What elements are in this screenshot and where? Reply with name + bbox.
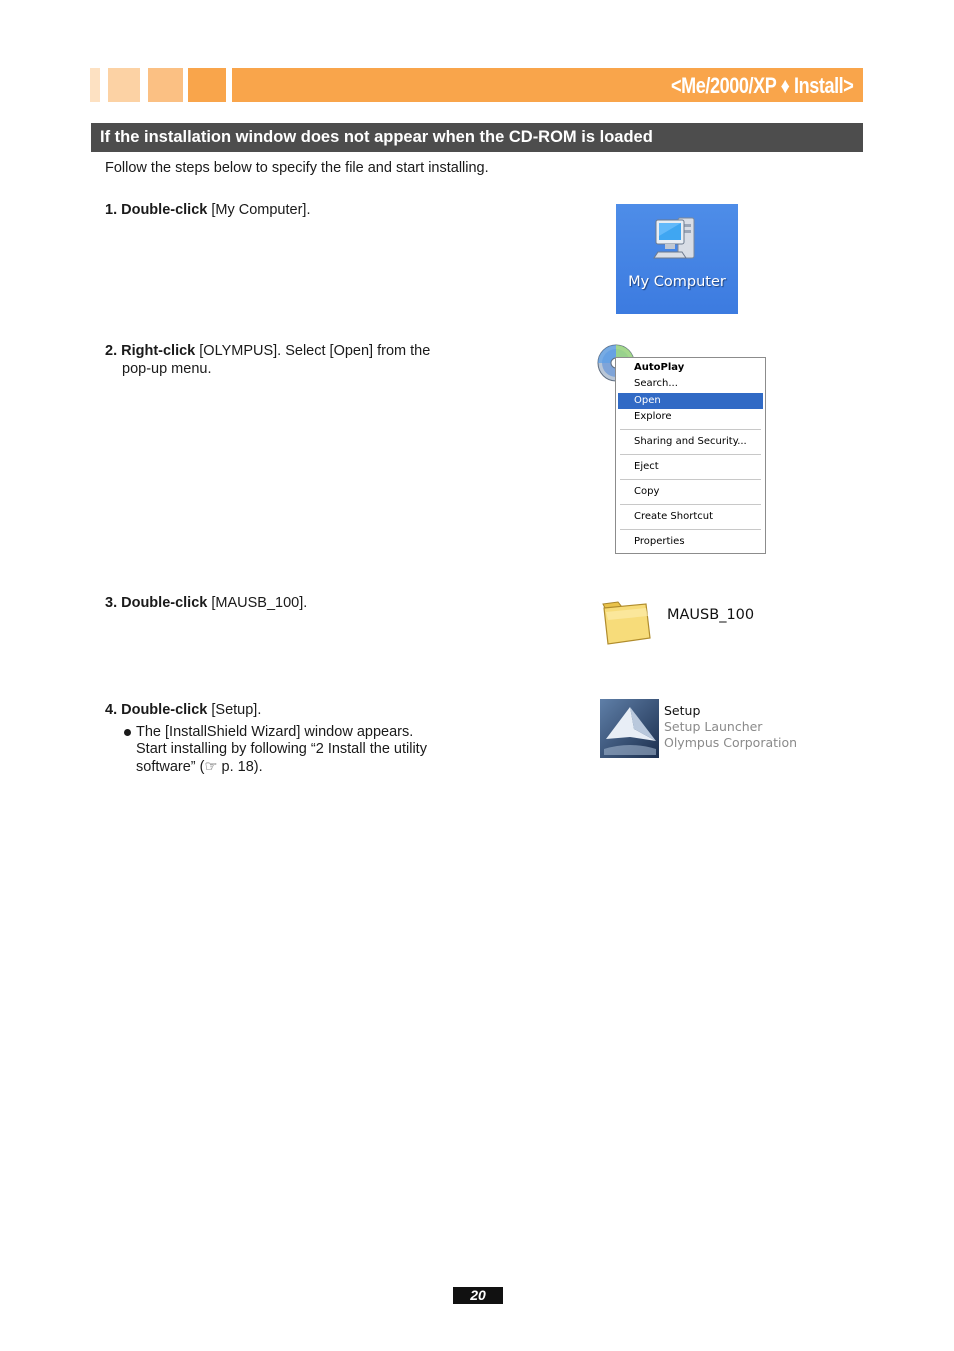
folder-label: MAUSB_100 xyxy=(667,607,755,623)
header-block-1 xyxy=(90,68,100,102)
my-computer-label: My Computer xyxy=(628,274,726,290)
step-verb: Double-click xyxy=(121,702,208,718)
step-verb: Double-click xyxy=(121,595,208,611)
step-number: 2. xyxy=(105,343,118,359)
step-text: [OLYMPUS]. Select [Open] from the xyxy=(195,343,431,359)
menu-separator xyxy=(620,429,761,430)
menu-separator xyxy=(620,454,761,455)
setup-details xyxy=(664,703,797,751)
folder-icon[interactable] xyxy=(600,594,654,646)
my-computer-shortcut[interactable] xyxy=(616,204,738,314)
menu-item-copy[interactable]: Copy xyxy=(634,486,660,497)
menu-separator xyxy=(620,504,761,505)
step-text: [Setup]. xyxy=(207,702,262,718)
header-block-2 xyxy=(108,68,140,102)
header-bar xyxy=(232,68,863,102)
page-number: 20 xyxy=(453,1287,503,1304)
step-verb: Double-click xyxy=(121,202,208,218)
menu-separator xyxy=(620,479,761,480)
menu-item-search[interactable]: Search... xyxy=(634,378,678,389)
menu-item-explore[interactable]: Explore xyxy=(634,411,672,422)
step-number: 4. xyxy=(105,702,118,718)
step-text-continued: pop-up menu. xyxy=(122,360,212,377)
menu-item-autoplay[interactable]: AutoPlay xyxy=(634,362,685,373)
intro-text: Follow the steps below to specify the file and start installing. xyxy=(105,160,489,176)
menu-separator xyxy=(620,529,761,530)
setup-icon[interactable] xyxy=(600,699,659,758)
menu-item-eject[interactable]: Eject xyxy=(634,461,659,472)
step-note-line-2: Start installing by following “2 Install the utility xyxy=(136,741,427,757)
bullet-icon xyxy=(124,729,131,736)
header-title: <Me/2000/XP ♦ Install> xyxy=(670,73,853,98)
computer-icon xyxy=(652,212,704,268)
step-verb: Right-click xyxy=(121,343,196,359)
step-note-line-1: The [InstallShield Wizard] window appears. xyxy=(136,723,414,740)
step-text: [MAUSB_100]. xyxy=(207,595,308,611)
step-2 xyxy=(105,343,485,378)
step-1 xyxy=(105,202,485,220)
setup-description: Setup Launcher xyxy=(664,719,763,734)
step-note xyxy=(105,724,485,777)
menu-item-create-shortcut[interactable]: Create Shortcut xyxy=(634,511,713,522)
step-4 xyxy=(105,702,485,776)
setup-name: Setup xyxy=(664,703,701,718)
step-note-line-3: software” (☞ p. 18). xyxy=(136,758,263,775)
context-menu xyxy=(615,357,766,554)
menu-item-sharing-security[interactable]: Sharing and Security... xyxy=(634,436,747,447)
header-block-4 xyxy=(188,68,226,102)
menu-item-open[interactable]: Open xyxy=(618,393,763,409)
menu-item-properties[interactable]: Properties xyxy=(634,536,685,547)
step-number: 1. xyxy=(105,202,118,218)
section-title: If the installation window does not appear when the CD-ROM is loaded xyxy=(91,123,863,152)
header-block-3 xyxy=(148,68,183,102)
step-number: 3. xyxy=(105,595,118,611)
setup-company: Olympus Corporation xyxy=(664,735,798,750)
step-3 xyxy=(105,595,485,613)
step-text: [My Computer]. xyxy=(207,202,311,218)
